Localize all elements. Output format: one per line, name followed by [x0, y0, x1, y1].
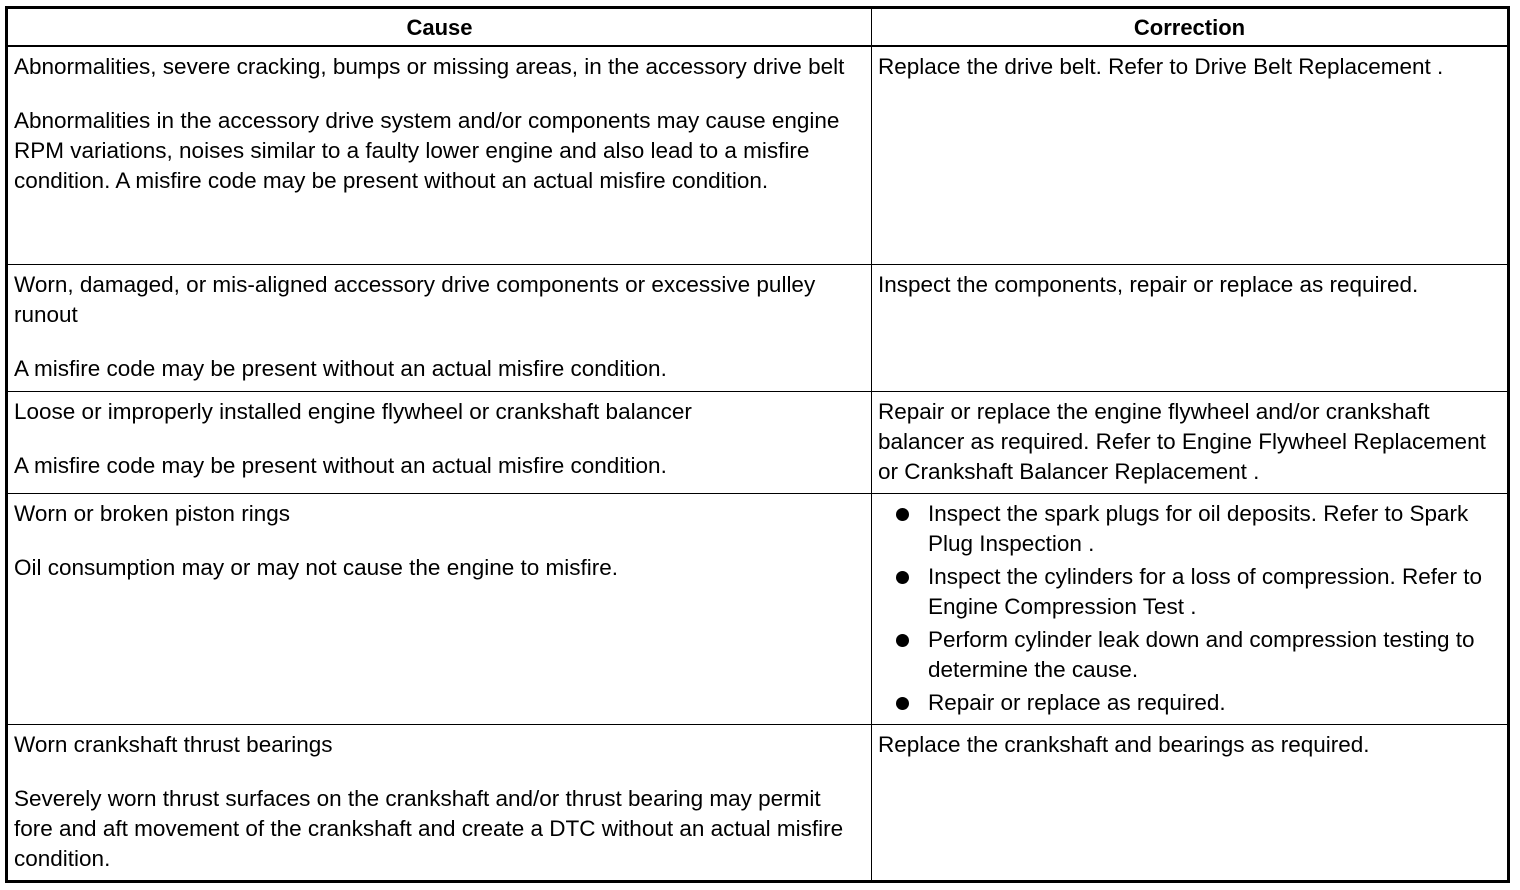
correction-cell [872, 46, 1509, 264]
correction-list [878, 499, 1501, 718]
correction-text: Replace the drive belt. Refer to Drive Belt Replacement . [878, 54, 1444, 79]
bullet-icon [896, 571, 909, 584]
cause-note: A misfire code may be present without an actual misfire condition. [14, 355, 667, 381]
cause-title: Worn crankshaft thrust bearings [14, 731, 333, 757]
header-row [7, 8, 1509, 47]
table-row [7, 391, 1509, 493]
correction-item-text: Inspect the cylinders for a loss of compression. Refer to Engine Compression Test . [928, 563, 1482, 619]
bullet-icon [896, 508, 909, 521]
correction-text: Inspect the components, repair or replace as required. [878, 271, 1419, 297]
diagnostic-table [5, 6, 1510, 883]
bullet-icon [896, 634, 909, 647]
table-row [7, 264, 1509, 391]
correction-item-text: Repair or replace as required. [928, 689, 1226, 715]
cause-note: Abnormalities in the accessory drive system and/or components may cause engine RPM variations, noises similar to a faulty lower engine and also lead to a misfire condition. A misfire code may be present without an actual misfire condition. [14, 108, 840, 193]
correction-cell [872, 493, 1509, 724]
table-row [7, 493, 1509, 724]
header-cause: Cause [7, 8, 872, 47]
correction-cell [872, 391, 1509, 493]
list-item [878, 688, 1501, 718]
bullet-icon [896, 697, 909, 710]
cause-note: A misfire code may be present without an actual misfire condition. [14, 452, 667, 478]
cause-note: Severely worn thrust surfaces on the crankshaft and/or thrust bearing may permit fore and aft movement of the crankshaft and create a DTC without an actual misfire condition. [14, 785, 844, 871]
cause-note: Oil consumption may or may not cause the engine to misfire. [14, 554, 619, 580]
cause-title: Worn, damaged, or mis-aligned accessory drive components or excessive pulley runout [14, 271, 816, 327]
cause-title: Abnormalities, severe cracking, bumps or missing areas, in the accessory drive belt [14, 54, 845, 79]
correction-cell [872, 724, 1509, 881]
header-correction: Correction [872, 8, 1509, 47]
cause-cell [7, 264, 872, 391]
correction-cell [872, 264, 1509, 391]
table-row [7, 724, 1509, 881]
correction-text: Replace the crankshaft and bearings as required. [878, 731, 1370, 757]
cause-title: Loose or improperly installed engine flywheel or crankshaft balancer [14, 398, 692, 424]
correction-text: Repair or replace the engine flywheel and/or crankshaft balancer as required. Refer to Engine Flywheel Replacement or Crankshaft Balancer Replacement . [878, 398, 1486, 484]
cause-cell [7, 724, 872, 881]
cause-title: Worn or broken piston rings [14, 500, 290, 526]
correction-item-text: Perform cylinder leak down and compression testing to determine the cause. [928, 626, 1475, 682]
cause-cell [7, 391, 872, 493]
list-item [878, 499, 1501, 559]
list-item [878, 562, 1501, 622]
table-row [7, 46, 1509, 264]
cause-cell [7, 46, 872, 264]
correction-item-text: Inspect the spark plugs for oil deposits. Refer to Spark Plug Inspection . [928, 500, 1469, 556]
list-item [878, 625, 1501, 685]
cause-cell [7, 493, 872, 724]
